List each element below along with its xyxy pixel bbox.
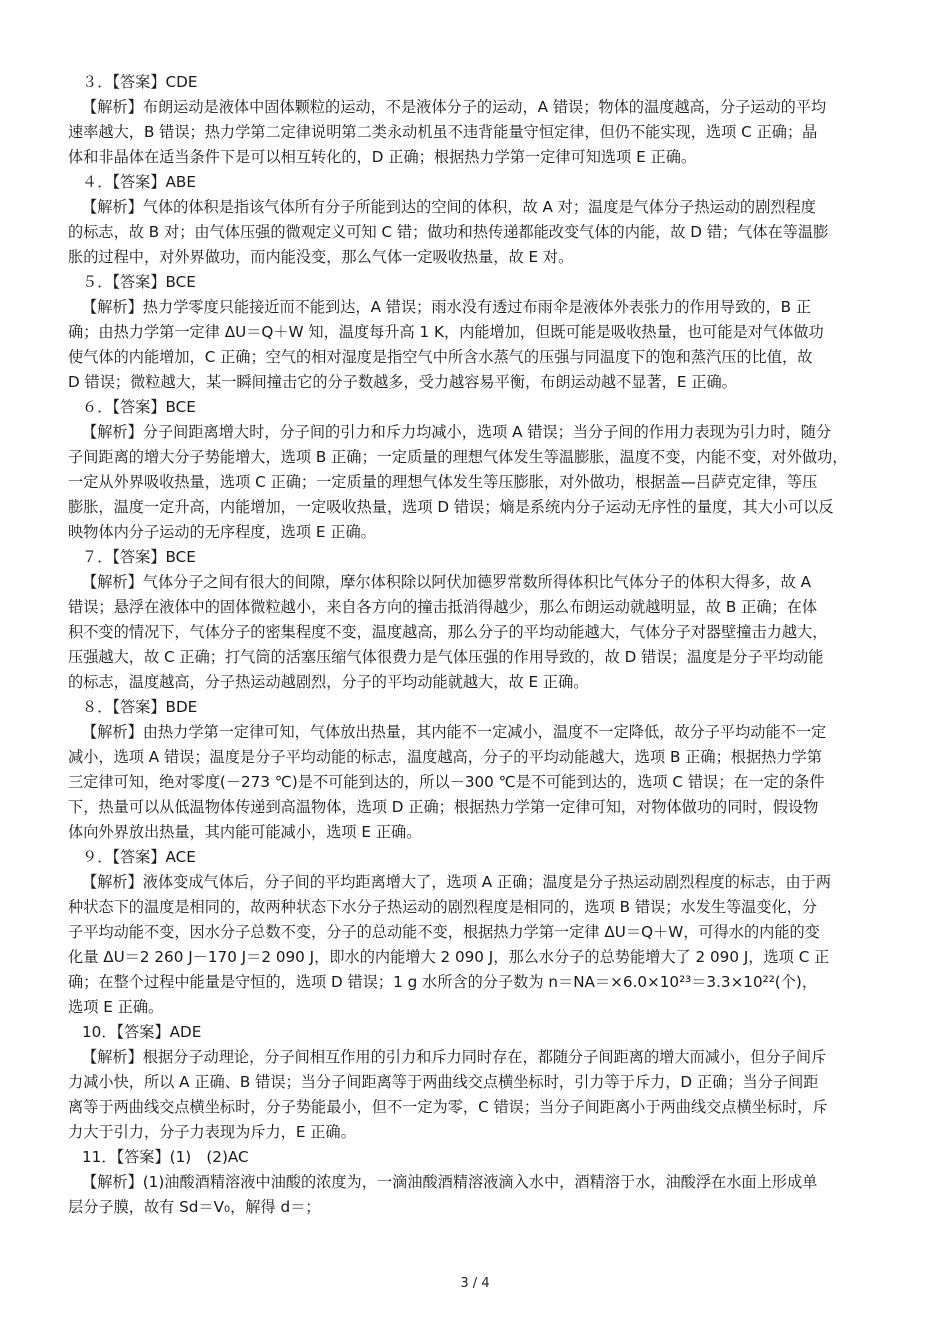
explanation-line: 选项 E 正确。	[68, 998, 164, 1016]
answer-line: ９．【答案】ACE	[82, 848, 196, 866]
explanation-line: 离等于两曲线交点横坐标时，分子势能最小，但不一定为零，C 错误；当分子间距离小于两曲线交点横坐标时，斥	[68, 1098, 828, 1116]
explanation-line: D 错误；微粒越大，某一瞬间撞击它的分子数越多，受力越容易平衡，布朗运动越不显著，E 正确。	[68, 373, 737, 391]
explanation-line: 【解析】由热力学第一定律可知，气体放出热量，其内能不一定减小，温度不一定降低，故分子平均动能不一定	[82, 723, 827, 741]
explanation-line: 膨胀，温度一定升高，内能增加，一定吸收热量，选项 D 错误；熵是系统内分子运动无序性的量度，其大小可以反	[68, 498, 834, 516]
explanation-line: 【解析】热力学零度只能接近而不能到达，A 错误；雨水没有透过布雨伞是液体外表张力的作用导致的，B 正	[82, 298, 812, 316]
explanation-line: 【解析】液体变成气体后，分子间的平均距离增大了，选项 A 正确；温度是分子热运动剧烈程度的标志，由于两	[82, 873, 832, 891]
explanation-line: 使气体的内能增加，C 正确；空气的相对湿度是指空气中所含水蒸气的压强与同温度下的饱和蒸汽压的比值，故	[68, 348, 813, 366]
explanation-line: 的标志，故 B 对；由气体压强的微观定义可知 C 错；做功和热传递都能改变气体的内能，故 D 错；气体在等温膨	[68, 223, 829, 241]
explanation-line: 三定律可知，绝对零度(－273 ℃)是不可能到达的，所以－300 ℃是不可能到达的，选项 C 错误；在一定的条件	[68, 773, 825, 791]
answer-line: 11．【答案】(1) (2)AC	[82, 1148, 249, 1166]
explanation-line: 错误；悬浮在液体中的固体微粒越小，来自各方向的撞击抵消得越少，那么布朗运动就越明显，故 B 正确；在体	[68, 598, 818, 616]
explanation-line: 【解析】布朗运动是液体中固体颗粒的运动，不是液体分子的运动，A 错误；物体的温度越高，分子运动的平均	[82, 98, 827, 116]
explanation-line: 一定从外界吸收热量，选项 C 正确；一定质量的理想气体发生等压膨胀，对外做功，根据盖—吕萨克定律，等压	[68, 473, 818, 491]
explanation-line: 子平均动能不变，因水分子总数不变，分子的总动能不变，根据热力学第一定律 ΔU＝Q＋W，可得水的内能的变	[68, 923, 820, 941]
explanation-line: 子间距离的增大分子势能增大，选项 B 正确；一定质量的理想气体发生等温膨胀，温度不变，内能不变，对外做功，	[68, 448, 848, 466]
answer-line: 10．【答案】ADE	[82, 1023, 202, 1041]
explanation-line: 积不变的情况下，气体分子的密集程度不变，温度越高，那么分子的平均动能越大，气体分子对器壁撞击力越大，	[68, 623, 828, 641]
answer-line: ６．【答案】BCE	[82, 398, 196, 416]
explanation-line: 的标志，温度越高，分子热运动越剧烈，分子的平均动能就越大，故 E 正确。	[68, 673, 589, 691]
explanation-line: 【解析】气体分子之间有很大的间隙，摩尔体积除以阿伏加德罗常数所得体积比气体分子的体积大得多，故 A	[82, 573, 812, 591]
explanation-line: 确；在整个过程中能量是守恒的，选项 D 错误；1 g 水所含的分子数为 n＝NA＝×6.0×10²³＝3.3×10²²(个)，	[68, 973, 818, 991]
explanation-line: 【解析】气体的体积是指该气体所有分子所能到达的空间的体积，故 A 对；温度是气体分子热运动的剧烈程度	[82, 198, 816, 216]
explanation-line: 映物体内分子运动的无序程度，选项 E 正确。	[68, 523, 376, 541]
explanation-line: 【解析】分子间距离增大时，分子间的引力和斥力均减小，选项 A 错误；当分子间的作用力表现为引力时，随分	[82, 423, 832, 441]
explanation-line: 【解析】(1)油酸酒精溶液中油酸的浓度为，一滴油酸酒精溶液滴入水中，酒精溶于水，油酸浮在水面上形成单	[82, 1173, 818, 1191]
explanation-line: 力减小快，所以 A 正确、B 错误；当分子间距离等于两曲线交点横坐标时，引力等于斥力，D 正确；当分子间距	[68, 1073, 819, 1091]
explanation-line: 体和非晶体在适当条件下是可以相互转化的，D 正确；根据热力学第一定律可知选项 E 正确。	[68, 148, 697, 166]
answer-line: ８．【答案】BDE	[82, 698, 198, 716]
explanation-line: 种状态下的温度是相同的，故两种状态下水分子热运动的剧烈程度是相同的，选项 B 错误；水发生等温变化，分	[68, 898, 818, 916]
answer-line: ５．【答案】BCE	[82, 273, 196, 291]
explanation-line: 体向外界放出热量，其内能可能减小，选项 E 正确。	[68, 823, 422, 841]
page-number: 3 / 4	[460, 1276, 490, 1291]
answer-line: ４．【答案】ABE	[82, 173, 196, 191]
answer-content	[68, 70, 884, 1220]
explanation-line: 确；由热力学第一定律 ΔU＝Q＋W 知，温度每升高 1 K，内能增加，但既可能是吸收热量，也可能是对气体做功	[68, 323, 824, 341]
explanation-line: 胀的过程中，对外界做功，而内能没变，那么气体一定吸收热量，故 E 对。	[68, 248, 574, 266]
explanation-line: 速率越大，B 错误；热力学第二定律说明第二类永动机虽不违背能量守恒定律，但仍不能实现，选项 C 正确；晶	[68, 123, 818, 141]
explanation-line: 减小，选项 A 错误；温度是分子平均动能的标志，温度越高，分子的平均动能越大，选项 B 正确；根据热力学第	[68, 748, 822, 766]
explanation-line: 力大于引力，分子力表现为斥力，E 正确。	[68, 1123, 356, 1141]
explanation-line: 【解析】根据分子动理论，分子间相互作用的引力和斥力同时存在，都随分子间距离的增大而减小，但分子间斥	[82, 1048, 827, 1066]
explanation-line: 化量 ΔU＝2 260 J－170 J＝2 090 J，即水的内能增大 2 090 J，那么水分子的总势能增大了 2 090 J，选项 C 正	[68, 948, 830, 966]
explanation-line: 压强越大，故 C 正确；打气筒的活塞压缩气体很费力是气体压强的作用导致的，故 D 错误；温度是分子平均动能	[68, 648, 824, 666]
explanation-line: 下，热量可以从低温物体传递到高温物体，选项 D 正确；根据热力学第一定律可知，对物体做功的同时，假设物	[68, 798, 819, 816]
answer-line: ７．【答案】BCE	[82, 548, 196, 566]
answer-line: ３．【答案】CDE	[82, 73, 198, 91]
explanation-line: 层分子膜，故有 Sd＝V₀，解得 d＝；	[68, 1198, 321, 1216]
